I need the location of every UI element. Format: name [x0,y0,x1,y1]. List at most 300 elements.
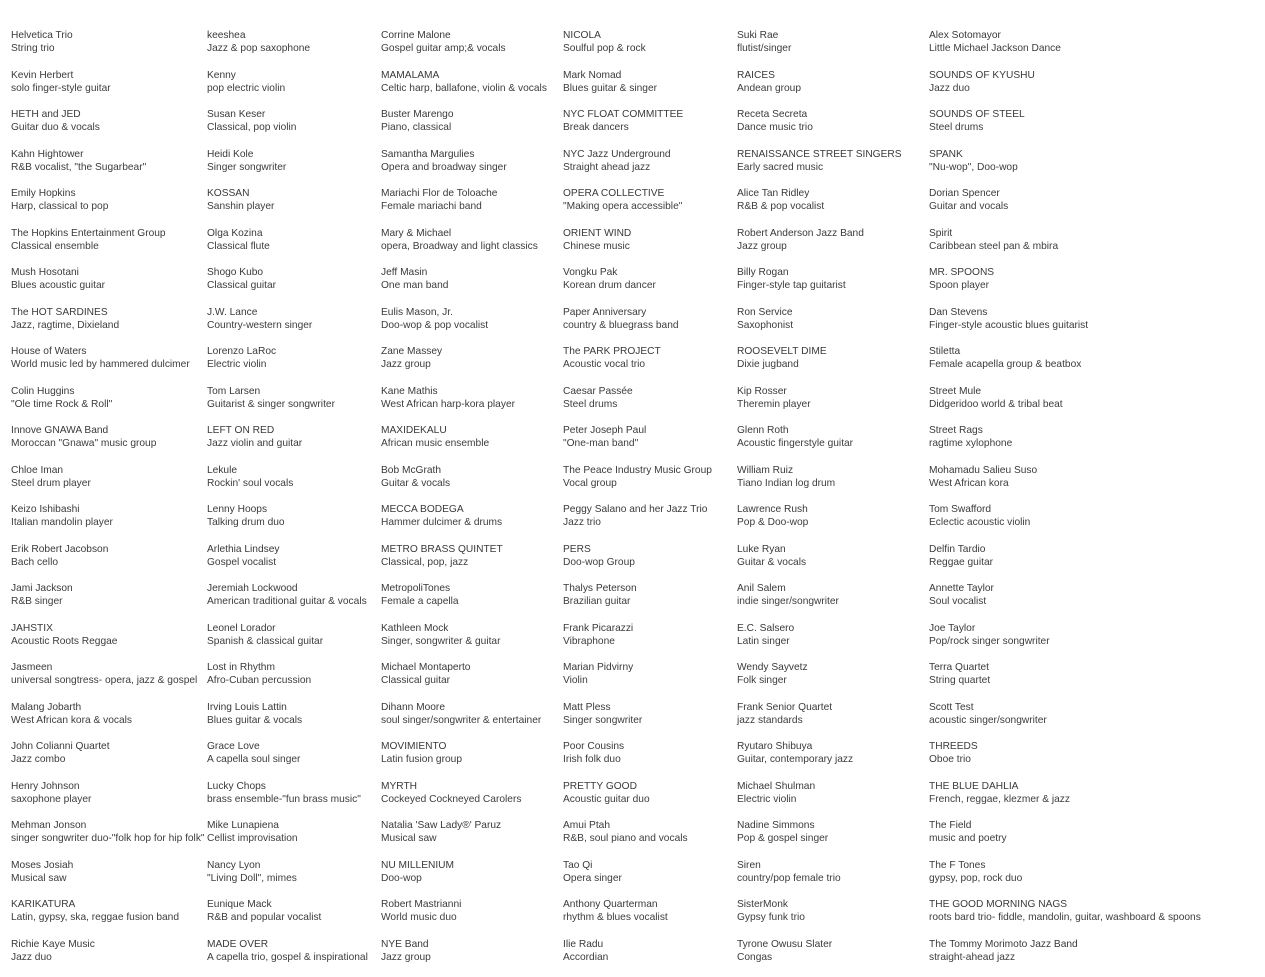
performer-description: Jazz group [381,359,431,371]
performer-name: SPANK [929,148,963,160]
performer-entry [929,859,1022,886]
performer-name: NU MILLENIUM [381,859,455,871]
performer-entry [929,622,1050,649]
performer-name: Street Rags [929,425,983,436]
performer-name: Billy Rogan [737,267,789,278]
performer-name: PRETTY GOOD [563,780,637,792]
performer-entry [929,938,1078,965]
performer-entry [929,266,994,293]
performer-entry [563,938,608,965]
performer-description: Spoon player [929,280,990,292]
performer-name: Michael Shulman [737,780,816,792]
performer-name: Anil Salem [737,583,786,594]
performer-entry [207,740,300,767]
performer-description: music and poetry [929,833,1007,845]
performer-description: flutist/singer [737,43,792,55]
performer-description: Piano, classical [381,122,452,134]
performer-description: opera, Broadway and light classics [381,240,538,252]
performer-description: African music ensemble [381,438,490,450]
performer-name: RAICES [737,69,775,81]
performer-entry [11,938,95,965]
performer-name: THREEDS [929,741,978,752]
performer-description: Straight ahead jazz [563,161,651,173]
performer-entry [929,108,1025,135]
performer-name: NYC Jazz Underground [563,148,671,160]
performer-entry [381,187,497,214]
performer-description: "Living Doll", mimes [207,872,297,884]
performer-entry [563,780,650,807]
performer-entry [381,306,488,333]
performer-entry [381,859,454,886]
performer-description: Congas [737,951,773,963]
performer-entry [563,345,661,372]
performer-description: Accordian [563,951,609,963]
performer-name: NYE Band [381,938,429,950]
performer-description: Opera singer [563,872,622,884]
performer-entry [11,148,146,175]
performer-description: Classical, pop violin [207,122,297,134]
performer-description: saxophone player [11,793,92,805]
performer-entry [207,345,276,372]
performer-entry [563,819,688,846]
performer-description: Moroccan "Gnawa" music group [11,438,157,450]
performer-description: Latin singer [737,635,790,647]
performer-description: Gospel guitar amp;& vocals [381,43,506,55]
performer-name: Keizo Ishibashi [11,504,80,515]
performer-entry [929,543,993,570]
performer-name: Glenn Roth [737,425,789,436]
performer-entry [737,622,794,649]
performer-description: Guitar, contemporary jazz [737,754,854,766]
performer-entry [737,701,832,728]
performer-entry [381,661,470,688]
performer-entry [737,108,813,135]
performer-description: "Ole time Rock & Roll" [11,398,113,410]
performer-name: LEFT ON RED [207,425,275,436]
performer-description: Jazz combo [11,754,66,766]
performer-name: Kip Rosser [737,385,787,397]
performer-entry [207,582,367,609]
performer-entry [11,306,119,333]
performer-name: Susan Keser [207,109,266,120]
performer-description: rhythm & blues vocalist [563,912,668,924]
performer-entry [737,898,805,925]
performer-entry [929,701,1047,728]
performer-name: Nancy Lyon [207,859,261,871]
performer-description: Vibraphone [563,635,615,647]
performer-description: String trio [11,43,55,55]
performer-description: singer songwriter duo-"folk hop for hip folk" [11,833,205,845]
performer-name: Irving Louis Lattin [207,701,287,713]
performer-name: SOUNDS OF STEEL [929,109,1025,120]
performer-name: Tyrone Owusu Slater [737,938,833,950]
performer-entry [737,503,808,530]
performer-entry [929,582,994,609]
performer-description: Opera and broadway singer [381,161,507,173]
performer-entry [381,108,453,135]
performer-description: Steel drum player [11,477,91,489]
performer-name: The PARK PROJECT [563,346,661,357]
performer-description: Violin [563,675,588,687]
performer-entry [563,582,637,609]
performer-name: Mary & Michael [381,227,452,239]
performer-name: SOUNDS OF KYUSHU [929,69,1035,81]
performer-description: Musical saw [11,872,67,884]
performer-description: West African kora [929,477,1009,489]
performer-name: William Ruiz [737,464,794,476]
performer-description: Classical guitar [207,280,277,292]
performer-entry [11,622,117,649]
performer-description: Cockeyed Cockneyed Carolers [381,793,522,805]
performer-name: Kevin Herbert [11,69,74,81]
performer-entry [737,938,832,965]
performer-description: "One-man band" [563,438,639,450]
performer-entry [929,148,1018,175]
performer-entry [737,819,828,846]
performer-description: Guitar & vocals [737,556,807,568]
performer-name: Dan Stevens [929,306,988,318]
performer-entry [563,701,642,728]
performer-name: Malang Jobarth [11,701,82,713]
performer-name: Anthony Quarterman [563,899,658,910]
performer-description: Brazilian guitar [563,596,631,608]
performer-entry [381,582,459,609]
performer-name: Jeff Masin [381,267,428,278]
performer-entry [11,69,111,96]
performer-entry [563,464,712,491]
performer-name: Mariachi Flor de Toloache [381,188,498,199]
performer-description: Caribbean steel pan & mbira [929,240,1059,252]
performer-entry [11,898,179,925]
performer-name: Leonel Lorador [207,622,276,634]
performer-entry [207,780,361,807]
performer-entry [929,345,1081,372]
performer-name: Lawrence Rush [737,504,808,515]
performer-entry [929,187,1008,214]
performer-entry [737,187,824,214]
performer-entry [381,266,448,293]
performer-description: R&B vocalist, "the Sugarbear" [11,161,147,173]
performer-description: Early sacred music [737,161,824,173]
performer-name: NYC FLOAT COMMITTEE [563,109,684,120]
performer-name: Vongku Pak [563,267,618,278]
performer-name: Peter Joseph Paul [563,425,647,436]
performer-name: The Peace Industry Music Group [563,464,712,476]
performer-description: country & bluegrass band [563,319,679,331]
performer-name: Chloe Iman [11,464,64,476]
performer-description: Tiano Indian log drum [737,477,836,489]
performer-entry [381,345,442,372]
performer-name: MYRTH [381,780,418,792]
performer-name: Nadine Simmons [737,820,815,831]
performer-description: Guitar duo & vocals [11,122,100,134]
performer-entry [737,661,808,688]
performer-entry [207,701,302,728]
performer-description: Pop & gospel singer [737,833,829,845]
performer-entry [737,345,827,372]
performer-description: Oboe trio [929,754,971,766]
performer-name: Kahn Hightower [11,148,84,160]
performer-description: Celtic harp, ballafone, violin & vocals [381,82,547,94]
performer-description: Gypsy funk trio [737,912,805,924]
performer-entry [929,780,1070,807]
performer-name: Delfin Tardio [929,543,986,555]
performer-description: Irish folk duo [563,754,621,766]
performer-description: West African harp-kora player [381,398,516,410]
performer-description: Finger-style acoustic blues guitarist [929,319,1089,331]
performer-name: Alice Tan Ridley [737,188,810,199]
performer-description: Hammer dulcimer & drums [381,517,503,529]
performer-entry [929,661,990,688]
performer-description: Steel drums [563,398,618,410]
performer-description: Jazz violin and guitar [207,438,303,450]
performer-description: Gospel vocalist [207,556,277,568]
performer-name: Frank Picarazzi [563,622,634,634]
performer-name: Innove GNAWA Band [11,425,109,436]
performer-name: Dihann Moore [381,701,445,713]
performer-entry [381,29,506,56]
performer-description: Female a capella [381,596,459,608]
performer-description: Little Michael Jackson Dance [929,43,1061,55]
performer-description: Jazz group [737,240,787,252]
performer-entry [381,503,502,530]
performer-name: Kenny [207,69,236,81]
performer-name: Eulis Mason, Jr. [381,306,453,318]
performer-name: MAMALAMA [381,69,440,81]
performer-name: Matt Pless [563,701,611,713]
performer-description: Acoustic Roots Reggae [11,635,118,647]
performer-entry [207,266,276,293]
performer-name: Street Mule [929,385,982,397]
performer-description: A capella trio, gospel & inspirational [207,951,368,963]
performer-name: Joe Taylor [929,622,976,634]
performer-name: Heidi Kole [207,148,254,160]
performer-description: Electric violin [207,359,267,371]
performer-name: Moses Josiah [11,859,74,871]
performer-name: Scott Test [929,701,974,713]
performer-description: acoustic singer/songwriter [929,714,1047,726]
performer-name: Peggy Salano and her Jazz Trio [563,504,708,515]
performer-name: METRO BRASS QUINTET [381,543,503,555]
performer-entry [11,701,132,728]
performer-name: Bob McGrath [381,464,442,476]
performer-entry [737,385,811,412]
performer-entry [381,780,521,807]
performer-name: Wendy Sayvetz [737,662,808,673]
performer-name: The HOT SARDINES [11,306,108,318]
performer-entry [737,464,835,491]
performer-entry [207,187,274,214]
performer-name: Caesar Passée [563,385,633,397]
performer-entry [207,938,368,965]
performer-name: Terra Quartet [929,662,990,673]
performer-description: Doo-wop [381,872,422,884]
performer-name: Jami Jackson [11,583,73,594]
performer-description: "Nu-wop", Doo-wop [929,161,1018,173]
performer-entry [929,898,1201,925]
performer-description: Finger-style tap guitarist [737,280,846,292]
performer-entry [929,503,1030,530]
performer-entry [11,780,91,807]
performer-description: String quartet [929,675,991,687]
performer-entry [563,622,633,649]
performer-description: Italian mandolin player [11,517,113,529]
performer-entry [929,69,1035,96]
performer-name: Buster Marengo [381,109,454,120]
performer-entry [11,819,205,846]
performer-entry [11,345,190,372]
performer-description: Classical ensemble [11,240,99,252]
performer-name: Ryutaro Shibuya [737,741,813,752]
performer-name: Eunique Mack [207,899,272,910]
performer-description: Singer, songwriter & guitar [381,635,501,647]
performer-name: J.W. Lance [207,306,258,318]
performer-name: MAXIDEKALU [381,425,447,436]
performer-description: Harp, classical to pop [11,201,109,213]
performer-entry [929,740,978,767]
performer-description: Vocal group [563,477,617,489]
performer-name: Richie Kaye Music [11,938,95,950]
performer-entry [737,148,902,175]
performer-description: Sanshin player [207,201,275,213]
performer-name: Amui Ptah [563,820,610,831]
performer-name: Alex Sotomayor [929,30,1001,41]
performer-description: Korean drum dancer [563,280,656,292]
performer-description: Female acapella group & beatbox [929,359,1082,371]
performer-name: Tom Larsen [207,385,261,397]
performer-description: Blues guitar & vocals [207,714,303,726]
performer-description: Jazz, ragtime, Dixieland [11,319,120,331]
performer-entry [381,701,541,728]
performer-name: Samantha Margulies [381,148,475,160]
performer-name: Kane Mathis [381,385,438,397]
performer-description: indie singer/songwriter [737,596,839,608]
performer-entry [737,543,806,570]
performer-description: Break dancers [563,122,629,134]
performer-description: World music duo [381,912,457,924]
performer-name: Mark Nomad [563,69,622,81]
performer-entry [929,819,1007,846]
performer-entry [207,148,286,175]
performer-entry [563,898,668,925]
performer-name: Tao Qi [563,859,593,871]
performer-description: Dance music trio [737,122,813,134]
performer-name: Luke Ryan [737,543,786,555]
performer-name: OPERA COLLECTIVE [563,188,665,199]
performer-name: MOVIMIENTO [381,741,447,752]
performer-description: Country-western singer [207,319,313,331]
performer-entry [381,543,503,570]
performer-name: The Hopkins Entertainment Group [11,227,166,239]
performer-entry [563,740,624,767]
performer-entry [737,424,853,451]
performer-name: John Colianni Quartet [11,741,110,752]
performer-description: Cellist improvisation [207,833,298,845]
performer-entry [207,543,280,570]
performer-entry [737,740,853,767]
performer-entry [563,424,646,451]
performer-description: Folk singer [737,675,787,687]
performer-description: R&B and popular vocalist [207,912,322,924]
performer-name: Grace Love [207,741,260,752]
performer-description: Female mariachi band [381,201,482,213]
performer-description: Eclectic acoustic violin [929,517,1031,529]
performer-entry [207,424,302,451]
performer-description: soul singer/songwriter & entertainer [381,714,542,726]
performer-description: Electric violin [737,793,797,805]
performer-name: Frank Senior Quartet [737,701,833,713]
performer-name: Helvetica Trio [11,30,73,41]
performer-description: Musical saw [381,833,437,845]
performer-description: Latin, gypsy, ska, reggae fusion band [11,912,180,924]
performer-entry [11,740,110,767]
performer-entry [207,227,270,254]
performer-name: Kathleen Mock [381,622,449,634]
performer-name: Spirit [929,227,953,239]
performer-name: RENAISSANCE STREET SINGERS [737,148,902,160]
performer-name: Lost in Rhythm [207,662,275,673]
performer-description: Singer songwriter [563,714,643,726]
performer-description: R&B, soul piano and vocals [563,833,688,845]
performer-description: roots bard trio- fiddle, mandolin, guitar, washboard & spoons [929,912,1201,924]
performer-name: Natalia 'Saw Lady®' Paruz [381,820,502,831]
performer-entry [737,780,815,807]
performer-name: Paper Anniversary [563,306,647,318]
performer-name: ROOSEVELT DIME [737,346,827,357]
performer-name: PERS [563,543,591,555]
performer-entry [381,424,489,451]
performer-name: Lenny Hoops [207,504,268,515]
performer-description: Saxophonist [737,319,794,331]
performer-name: The Field [929,820,972,831]
performer-entry [929,464,1037,491]
performer-entry [929,306,1088,333]
performer-entry [381,464,450,491]
performer-description: One man band [381,280,449,292]
performer-name: THE BLUE DAHLIA [929,780,1019,792]
performer-name: KOSSAN [207,188,250,199]
performer-description: Pop & Doo-wop [737,517,809,529]
performer-name: KARIKATURA [11,899,76,910]
performer-description: Jazz group [381,951,431,963]
performer-entry [563,385,633,412]
performer-name: Suki Rae [737,30,779,41]
performer-entry [11,29,73,56]
performer-description: Classical, pop, jazz [381,556,469,568]
performer-entry [381,938,431,965]
performer-name: MADE OVER [207,938,269,950]
performer-description: Singer songwriter [207,161,287,173]
performer-name: Robert Anderson Jazz Band [737,227,864,239]
performer-entry [11,266,105,293]
performer-name: Arlethia Lindsey [207,543,280,555]
performer-name: MetropoliTones [381,583,451,594]
performer-description: R&B singer [11,596,63,608]
performer-description: Acoustic guitar duo [563,793,650,805]
performer-name: MECCA BODEGA [381,504,464,515]
performer-entry [563,661,633,688]
performer-description: Blues guitar & singer [563,82,658,94]
performer-entry [737,582,839,609]
performer-entry [207,464,293,491]
performer-entry [207,898,321,925]
performer-description: Classical guitar [381,675,451,687]
performer-name: Jasmeen [11,662,53,673]
performer-name: NICOLA [563,30,601,41]
performer-name: THE GOOD MORNING NAGS [929,899,1068,910]
performer-entry [563,503,707,530]
performer-entry [737,306,793,333]
